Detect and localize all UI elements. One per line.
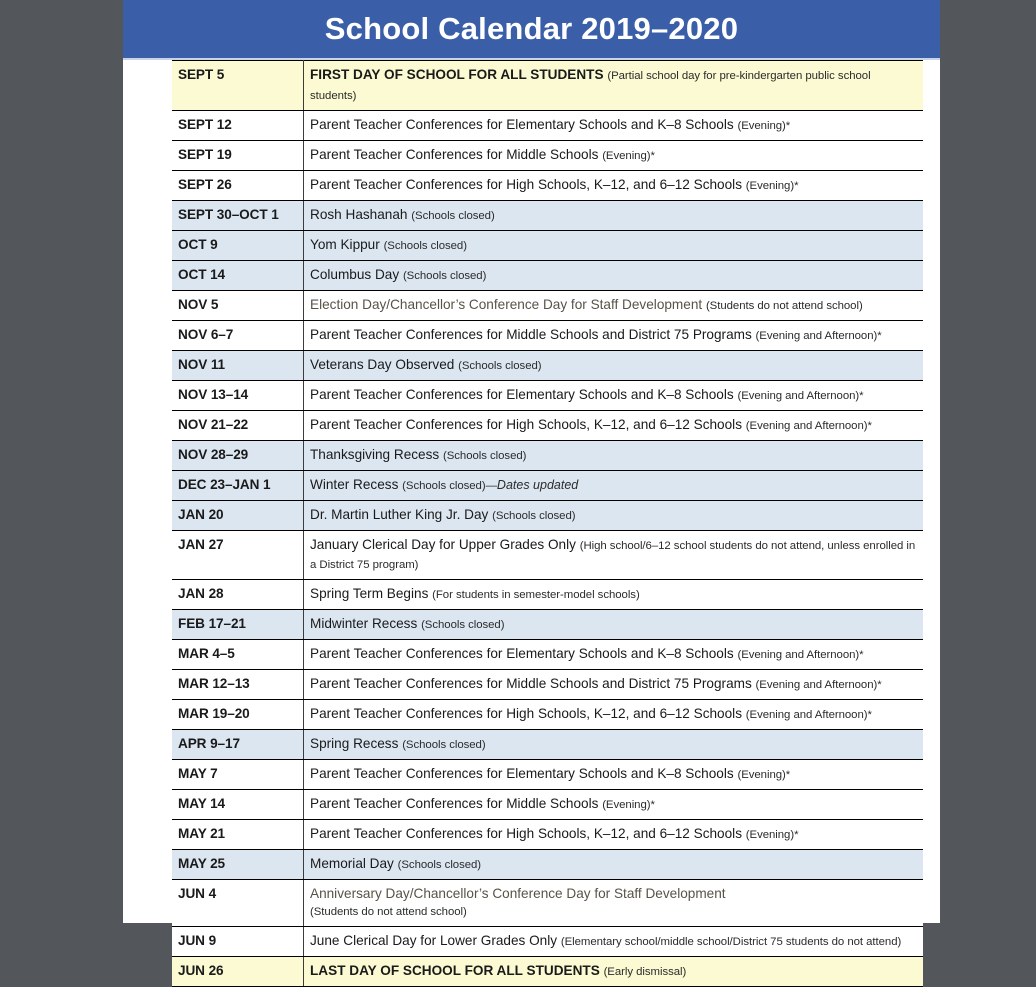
event-title: Election Day/Chancellor’s Conference Day for Staff Development [310,296,703,312]
table-row [172,820,923,850]
table-row [172,61,923,111]
calendar-date-cell: JUN 26 [172,956,304,986]
calendar-date-cell: MAY 25 [172,850,304,880]
calendar-date-cell: NOV 5 [172,290,304,320]
table-row [172,140,923,170]
event-title: Winter Recess [310,476,399,492]
table-row [172,790,923,820]
event-note: (Schools closed) [458,359,542,372]
calendar-date-cell: JAN 28 [172,580,304,610]
event-title: Veterans Day Observed [310,356,455,372]
table-row [172,530,923,580]
table-row [172,230,923,260]
calendar-date-cell: NOV 11 [172,350,304,380]
event-title: Memorial Day [310,856,394,872]
calendar-date-cell: MAY 14 [172,790,304,820]
event-note: (Schools closed) [397,859,482,872]
calendar-description-cell [304,110,924,140]
calendar-description-cell [304,820,924,850]
event-note: (Evening and Afternoon)* [737,649,864,662]
calendar-description-cell [304,790,924,820]
table-row [172,956,923,986]
calendar-date-cell: JAN 27 [172,530,304,580]
event-title: Parent Teacher Conferences for Middle Schools [310,146,599,162]
page-title: School Calendar 2019–2020 [324,11,739,46]
event-note: (Evening)* [745,179,799,192]
table-row [172,170,923,200]
calendar-page [123,0,940,978]
event-title: January Clerical Day for Upper Grades Only [310,536,576,552]
table-row [172,350,923,380]
event-title: Parent Teacher Conferences for High Schools, K–12, and 6–12 Schools [310,176,742,192]
event-note: (Evening)* [745,829,799,842]
calendar-date-cell: MAY 21 [172,820,304,850]
event-note: (Schools closed) [442,449,527,462]
event-note: (For students in semester-model schools) [432,589,640,602]
event-note: (Evening and Afternoon)* [745,709,872,722]
event-note: (Evening and Afternoon)* [745,419,872,432]
calendar-date-cell: JUN 9 [172,926,304,956]
event-title: Columbus Day [310,266,400,282]
calendar-description-cell [304,580,924,610]
event-note: (Schools closed) [402,739,486,752]
event-title: Parent Teacher Conferences for High Schools, K–12, and 6–12 Schools [310,706,742,722]
calendar-date-cell: MAR 4–5 [172,640,304,670]
calendar-date-cell: JAN 20 [172,500,304,530]
calendar-date-cell: FEB 17–21 [172,610,304,640]
calendar-body [172,61,923,987]
table-row [172,700,923,730]
event-title: Parent Teacher Conferences for Middle Schools and District 75 Programs [310,326,752,342]
calendar-description-cell [304,170,924,200]
event-note: (Schools closed) [411,209,495,222]
calendar-date-cell: NOV 28–29 [172,440,304,470]
calendar-date-cell: JUN 4 [172,880,304,927]
calendar-description-cell [304,500,924,530]
event-note: (High school/6–12 school students do not attend, unless enrolled in a District 75 program) [310,539,916,572]
calendar-description-cell [304,410,924,440]
calendar-description-cell [304,850,924,880]
calendar-description-cell [304,260,924,290]
event-title: Yom Kippur [310,236,380,252]
event-title: June Clerical Day for Lower Grades Only [310,932,558,948]
calendar-description-cell [304,730,924,760]
calendar-date-cell: OCT 9 [172,230,304,260]
calendar-description-cell [304,926,924,956]
table-row [172,380,923,410]
table-row [172,760,923,790]
calendar-description-cell [304,530,924,580]
calendar-description-cell [304,61,924,111]
calendar-date-cell: APR 9–17 [172,730,304,760]
calendar-title-bar [123,0,940,60]
calendar-date-cell: SEPT 5 [172,61,304,111]
calendar-date-cell: SEPT 30–OCT 1 [172,200,304,230]
calendar-description-cell [304,440,924,470]
table-row [172,110,923,140]
calendar-description-cell [304,290,924,320]
table-row [172,200,923,230]
table-row [172,610,923,640]
event-title: Parent Teacher Conferences for Middle Schools and District 75 Programs [310,676,752,692]
table-row [172,470,923,500]
table-row [172,440,923,470]
event-note: (Evening and Afternoon)* [755,329,882,342]
table-row [172,500,923,530]
table-row [172,410,923,440]
table-row [172,580,923,610]
event-title: Parent Teacher Conferences for Elementary Schools and K–8 Schools [310,116,734,132]
calendar-date-cell: MAY 7 [172,760,304,790]
event-note: (Early dismissal) [603,965,687,978]
calendar-table-wrapper [172,60,916,987]
table-row [172,730,923,760]
school-calendar-table [172,60,923,987]
event-note: (Schools closed) [421,619,505,632]
calendar-date-cell: SEPT 19 [172,140,304,170]
table-row [172,640,923,670]
calendar-date-cell: SEPT 12 [172,110,304,140]
table-row [172,670,923,700]
calendar-date-cell: NOV 6–7 [172,320,304,350]
calendar-date-cell: OCT 14 [172,260,304,290]
event-title: Parent Teacher Conferences for High Schools, K–12, and 6–12 Schools [310,826,742,842]
calendar-description-cell [304,610,924,640]
event-note: (Schools closed) [492,509,576,522]
event-note: (Evening)* [602,799,655,812]
calendar-description-cell [304,700,924,730]
event-title: Parent Teacher Conferences for Elementary Schools and K–8 Schools [310,386,734,402]
event-title: Midwinter Recess [310,616,418,632]
calendar-description-cell [304,350,924,380]
calendar-description-cell [304,230,924,260]
calendar-description-cell [304,640,924,670]
calendar-description-cell [304,380,924,410]
event-note: (Evening and Afternoon)* [755,679,882,692]
calendar-date-cell: DEC 23–JAN 1 [172,470,304,500]
event-note: (Evening)* [602,149,655,162]
event-title: Thanksgiving Recess [310,446,440,462]
event-note: (Schools closed) [402,269,487,282]
table-row [172,290,923,320]
calendar-date-cell: NOV 21–22 [172,410,304,440]
event-title: Parent Teacher Conferences for Middle Schools [310,796,599,812]
event-note: (Evening and Afternoon)* [737,389,864,402]
event-note: (Schools closed) [383,239,467,252]
calendar-description-cell [304,670,924,700]
event-title: FIRST DAY OF SCHOOL FOR ALL STUDENTS [310,67,604,82]
table-row [172,260,923,290]
table-row [172,880,923,927]
event-title: Parent Teacher Conferences for Elementary Schools and K–8 Schools [310,646,734,662]
event-title: Rosh Hashanah [310,206,408,222]
event-note: (Partial school day for pre-kindergarten public school students) [310,70,871,102]
calendar-date-cell: SEPT 26 [172,170,304,200]
calendar-date-cell: MAR 19–20 [172,700,304,730]
calendar-date-cell: MAR 12–13 [172,670,304,700]
table-row [172,320,923,350]
event-title: Spring Recess [310,736,399,752]
table-row [172,850,923,880]
table-row [172,926,923,956]
calendar-description-cell [304,956,924,986]
calendar-description-cell [304,760,924,790]
calendar-description-cell [304,140,924,170]
event-title: Dr. Martin Luther King Jr. Day [310,506,489,522]
event-note: (Evening)* [737,769,791,782]
event-note: (Students do not attend school) [310,906,467,919]
event-note-emphasis: Dates updated [496,477,579,492]
calendar-date-cell: NOV 13–14 [172,380,304,410]
event-title: Parent Teacher Conferences for High Schools, K–12, and 6–12 Schools [310,416,742,432]
event-title: Parent Teacher Conferences for Elementary Schools and K–8 Schools [310,766,734,782]
event-title: Anniversary Day/Chancellor’s Conference Day for Staff Development [310,886,726,902]
event-note: (Students do not attend school) [705,299,863,312]
calendar-description-cell [304,880,924,927]
event-note: (Evening)* [737,119,791,132]
calendar-description-cell [304,200,924,230]
calendar-description-cell [304,470,924,500]
calendar-description-cell [304,320,924,350]
event-note: (Elementary school/middle school/District 75 students do not attend) [560,935,902,948]
event-title: Spring Term Begins [310,586,429,602]
event-title: LAST DAY OF SCHOOL FOR ALL STUDENTS [310,962,600,978]
event-note: (Schools closed)— [402,479,497,492]
